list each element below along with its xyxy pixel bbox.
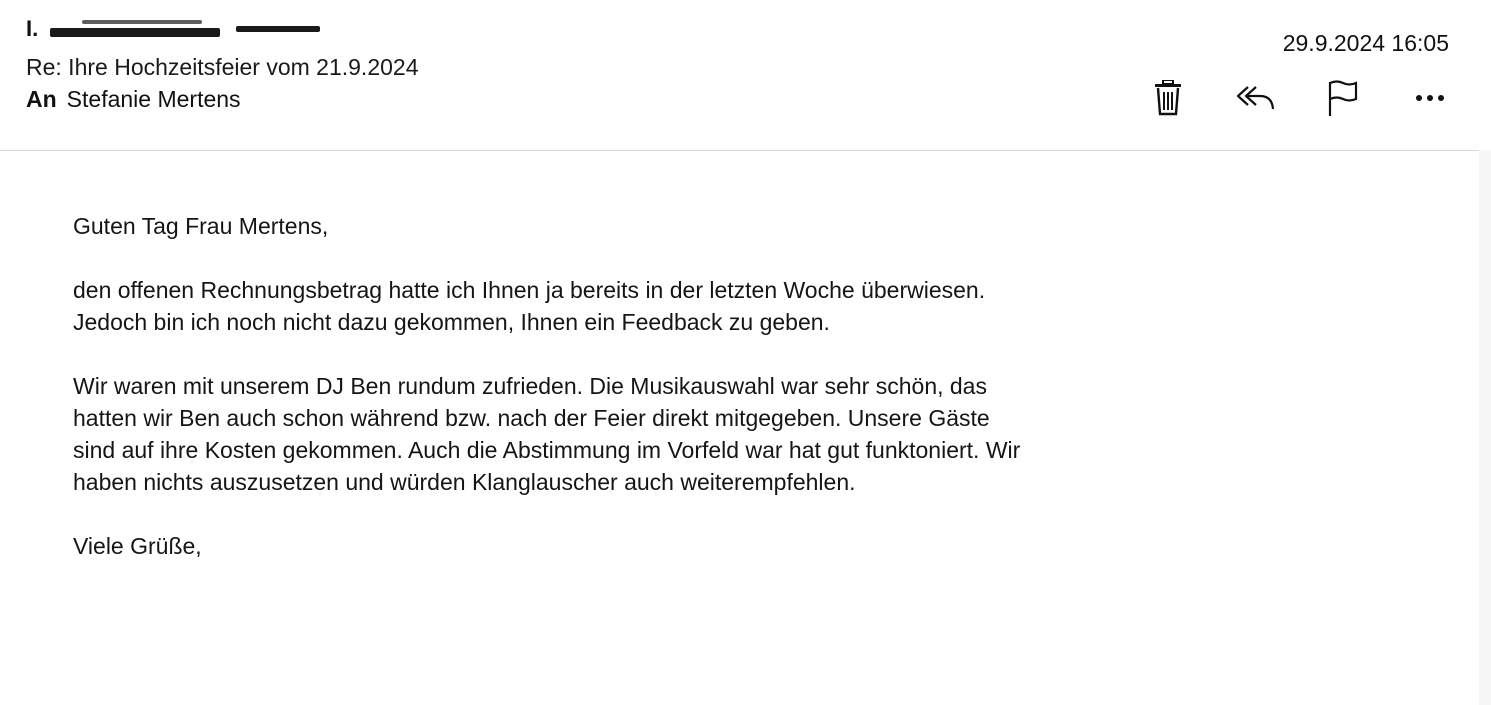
email-timestamp: 29.9.2024 16:05	[1282, 30, 1449, 56]
redaction-bar	[236, 26, 320, 32]
reply-all-icon	[1236, 83, 1276, 113]
sender-label: I.	[26, 16, 39, 41]
closing: Viele Grüße,	[73, 533, 202, 559]
redaction-bar	[50, 28, 220, 37]
sender-redacted	[26, 14, 326, 44]
message-body	[73, 210, 1033, 594]
recipient-name[interactable]: Stefanie Mertens	[66, 86, 241, 112]
recipient-line	[26, 86, 241, 113]
more-icon	[1414, 93, 1446, 103]
body-paragraph: Wir waren mit unserem DJ Ben rundum zufrieden. Die Musikauswahl war sehr schön, das hatten wir Ben auch schon während bzw. nach der Feier direkt mitgegeben. Unsere Gäste sind auf ihre Kosten gekommen. Auch die Abstimmung im Vorfeld war hat gut funktoniert. Wir haben nichts auszusetzen und würden Klanglauscher auch weiterempfehlen.	[73, 373, 1021, 495]
header-divider	[0, 150, 1491, 151]
delete-button[interactable]	[1148, 78, 1188, 118]
to-label: An	[26, 86, 57, 112]
trash-icon	[1153, 80, 1183, 116]
email-subject: Re: Ihre Hochzeitsfeier vom 21.9.2024	[26, 54, 419, 80]
flag-icon	[1325, 79, 1359, 117]
scrollbar-track[interactable]	[1479, 150, 1491, 705]
redaction-bar	[82, 20, 202, 24]
reply-all-button[interactable]	[1236, 78, 1276, 118]
greeting: Guten Tag Frau Mertens,	[73, 213, 329, 239]
message-header	[0, 0, 1491, 150]
body-paragraph: den offenen Rechnungsbetrag hatte ich Ihnen ja bereits in der letzten Woche überwiesen. Jedoch bin ich noch nicht dazu gekommen, Ihnen ein Feedback zu geben.	[73, 277, 986, 335]
flag-button[interactable]	[1322, 78, 1362, 118]
message-toolbar	[1148, 78, 1458, 118]
more-options-button[interactable]	[1410, 78, 1450, 118]
